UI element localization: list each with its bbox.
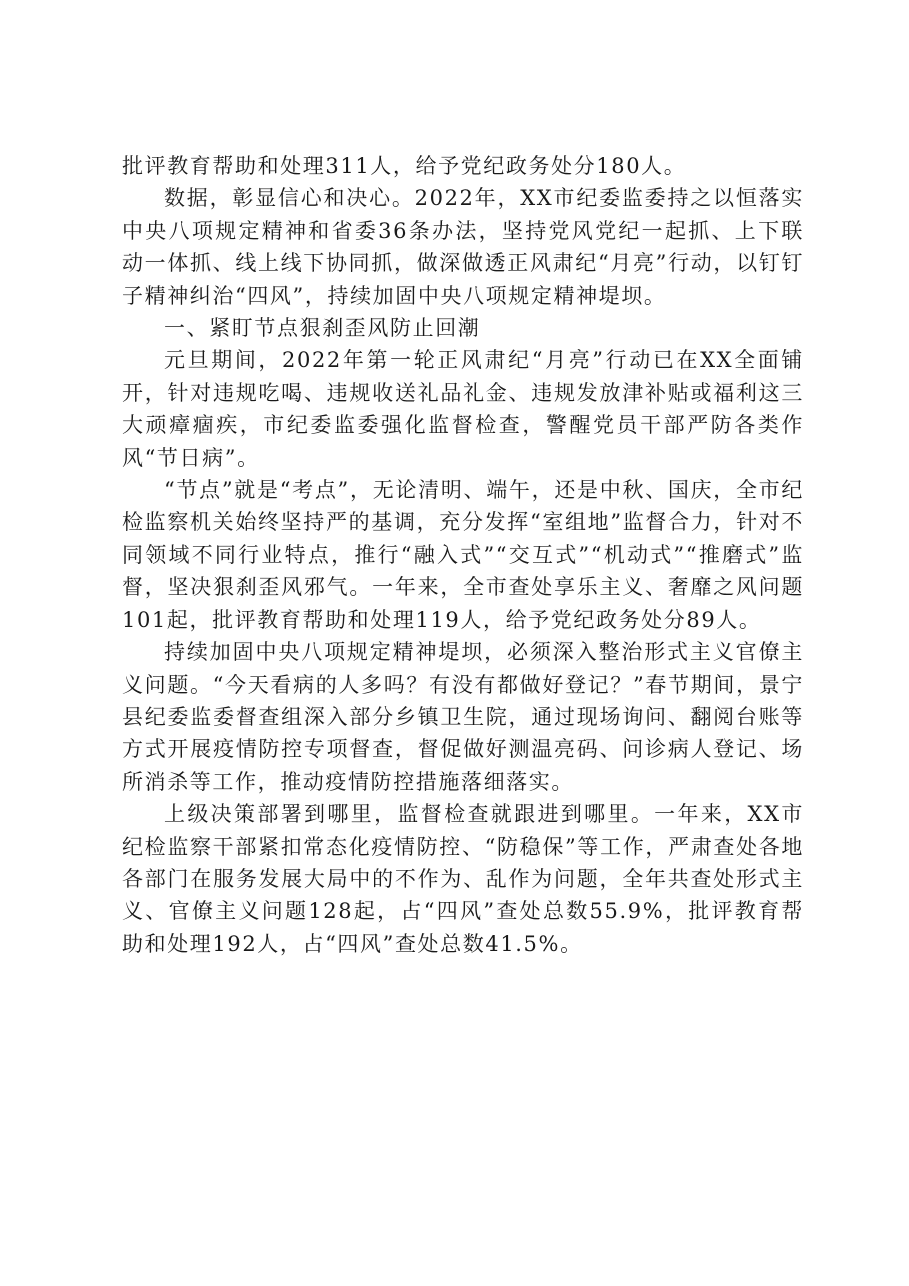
paragraph-new-year: 元旦期间，2022年第一轮正风肃纪“月亮”行动已在XX全面铺开，针对违规吃喝、违规收送礼品礼金、违规发放津补贴或福利这三大顽瘴痼疾，市纪委监委强化监督检查，警醒党员干部严防各类作风“节日病”。 [122,348,804,470]
paragraph-formalism: 持续加固中央八项规定精神堤坝，必须深入整治形式主义官僚主义问题。“今天看病的人多吗？有没有都做好登记？”春节期间，景宁县纪委监委督查组深入部分乡镇卫生院，通过现场询问、翻阅台账等方式开展疫情防控专项督查，督促做好测温亮码、问诊病人登记、场所消杀等工作，推动疫情防控措施落细落实。 [122,640,804,794]
section-heading: 一、紧盯节点狠刹歪风防止回潮 [164,316,481,341]
paragraph-supervision: 上级决策部署到哪里，监督检查就跟进到哪里。一年来，XX市纪检监察干部紧扣常态化疫情防控、“防稳保”等工作，严肃查处各地各部门在服务发展大局中的不作为、乱作为问题，全年共查处形式主义、官僚主义问题128起，占“四风”查处总数55.9%，批评教育帮助和处理192人，占“四风”查处总数41.5%。 [122,802,804,956]
paragraph-continuation: 批评教育帮助和处理311人，给予党纪政务处分180人。 [122,154,687,178]
paragraph-intro: 数据，彰显信心和决心。2022年，XX市纪委监委持之以恒落实中央八项规定精神和省委36条办法，坚持党风党纪一起抓、上下联动一体抓、线上线下协同抓，做深做透正风肃纪“月亮”行动，以钉钉子精神纠治“四风”，持续加固中央八项规定精神堤坝。 [122,186,804,308]
paragraph-holidays: “节点”就是“考点”，无论清明、端午，还是中秋、国庆，全市纪检监察机关始终坚持严的基调，充分发挥“室组地”监督合力，针对不同领域不同行业特点，推行“融入式”“交互式”“机动式”“推磨式”监督，坚决狠刹歪风邪气。一年来，全市查处享乐主义、奢靡之风问题101起，批评教育帮助和处理119人，给予党纪政务处分89人。 [122,478,804,632]
document-body [122,150,804,960]
